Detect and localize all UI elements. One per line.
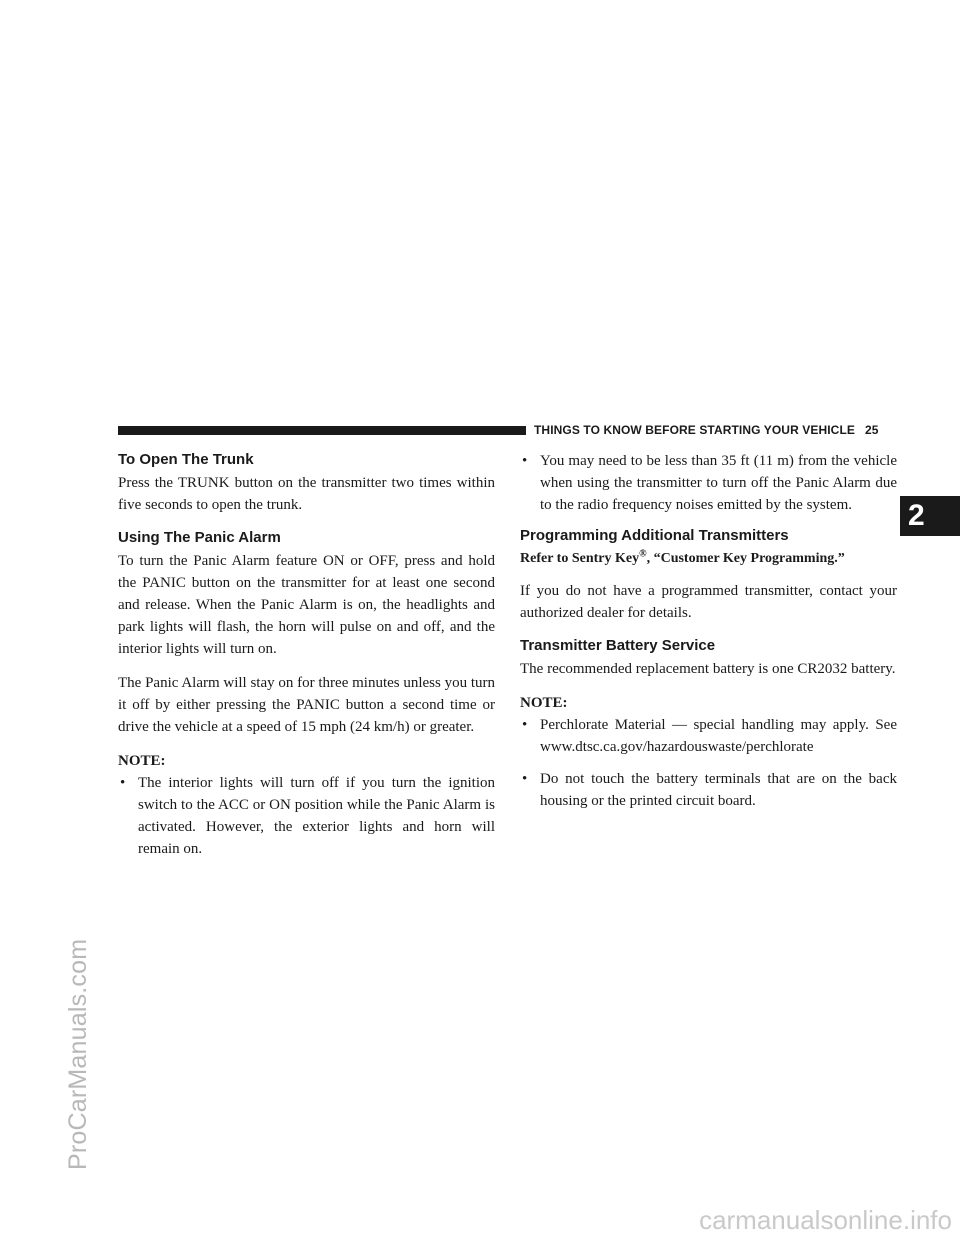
right-column bbox=[520, 450, 897, 822]
bullet-text: The interior lights will turn off if you turn the ignition switch to the ACC or ON position while the Panic Alarm is activated. However, the exterior lights and horn will remain on. bbox=[138, 775, 495, 857]
list-item bbox=[118, 772, 495, 860]
bullet-text: You may need to be less than 35 ft (11 m) from the vehicle when using the transmitter to turn off the Panic Alarm due to the radio frequency noises emitted by the system. bbox=[540, 453, 897, 513]
sentry-key-reference: Refer to Sentry Key®, “Customer Key Programming.” bbox=[520, 548, 845, 566]
battery-text: The recommended replacement battery is one CR2032 battery. bbox=[520, 661, 896, 677]
programming-text: If you do not have a programmed transmitter, contact your authorized dealer for details. bbox=[520, 583, 897, 621]
panic-para-2: The Panic Alarm will stay on for three minutes unless you turn it off by either pressing the PANIC button a second time or drive the vehicle at a speed of 15 mph (24 km/h) or greater. bbox=[118, 675, 496, 735]
note-label: NOTE: bbox=[520, 695, 568, 711]
heading-programming-transmitters: Programming Additional Transmitters bbox=[520, 527, 789, 544]
chapter-tab: 2 bbox=[900, 496, 960, 536]
header-rule bbox=[118, 426, 526, 435]
bullet-icon: • bbox=[522, 453, 528, 469]
header-title: THINGS TO KNOW BEFORE STARTING YOUR VEHICLE bbox=[534, 423, 855, 437]
left-column bbox=[118, 450, 495, 870]
list-item bbox=[520, 450, 897, 516]
heading-open-trunk: To Open The Trunk bbox=[118, 451, 254, 468]
bullet-icon: • bbox=[522, 717, 528, 733]
bullet-text: Do not touch the battery terminals that are on the back housing or the printed circuit board. bbox=[540, 771, 897, 809]
heading-battery-service: Transmitter Battery Service bbox=[520, 637, 716, 654]
panic-para-1: To turn the Panic Alarm feature ON or OFF, press and hold the PANIC button on the transmitter for at least one second and release. When the Panic Alarm is on, the headlights and park lights will flash, the horn will pulse on and off, and the interior lights will turn on. bbox=[118, 553, 495, 657]
note-label: NOTE: bbox=[118, 753, 166, 769]
bullet-icon: • bbox=[522, 771, 528, 787]
list-item bbox=[520, 714, 897, 758]
page-number: 25 bbox=[864, 423, 879, 437]
running-header bbox=[534, 421, 879, 439]
trunk-text: Press the TRUNK button on the transmitter two times within five seconds to open the trunk. bbox=[118, 475, 495, 513]
list-item bbox=[520, 768, 897, 812]
side-watermark: ProCarManuals.com bbox=[64, 938, 92, 1170]
footer-watermark: carmanualsonline.info bbox=[699, 1205, 952, 1235]
heading-panic-alarm: Using The Panic Alarm bbox=[118, 529, 281, 546]
bullet-text: Perchlorate Material — special handling may apply. See www.dtsc.ca.gov/hazardouswaste/perchlorate bbox=[540, 717, 897, 755]
bullet-icon: • bbox=[120, 775, 126, 791]
